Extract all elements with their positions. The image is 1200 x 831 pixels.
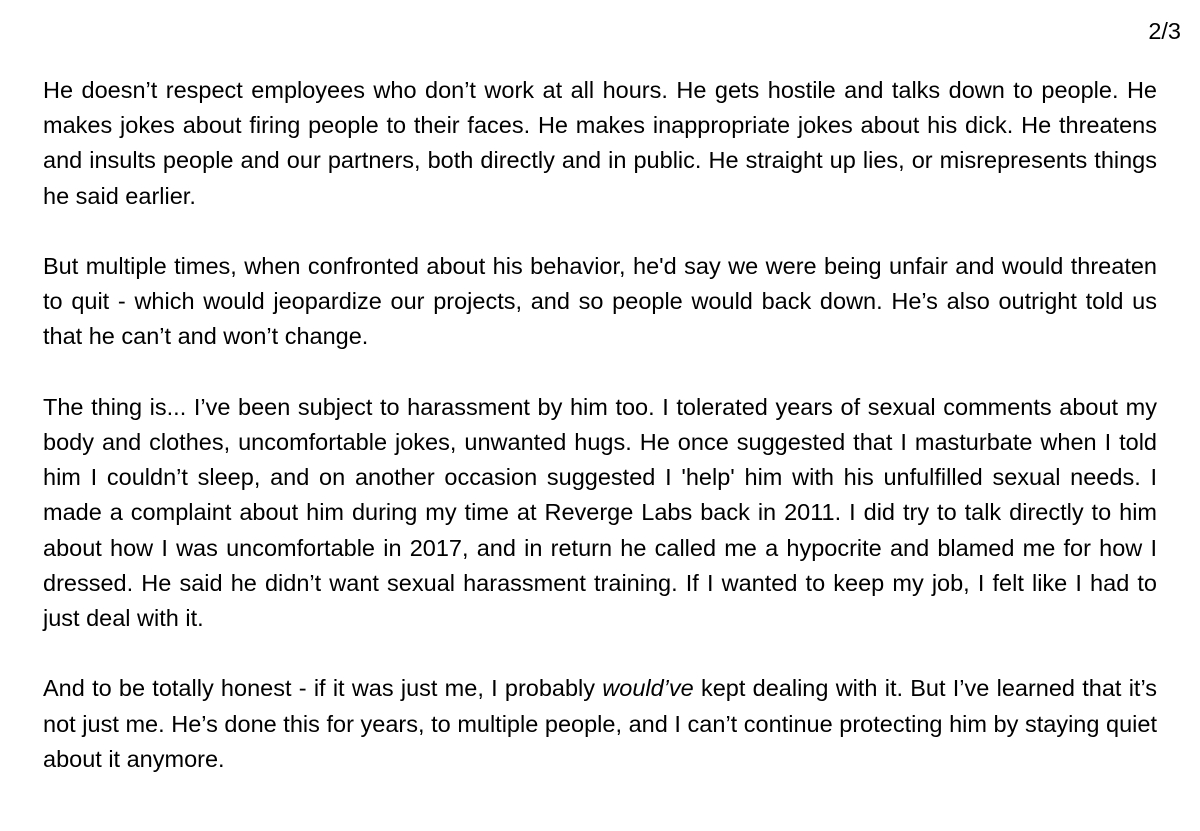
paragraph-3: The thing is... I’ve been subject to harassment by him too. I tolerated years of sexual comments about my body and clothes, uncomfortable jokes, unwanted hugs. He once suggested that I masturbate when I told him I couldn’t sleep, and on another occasion suggested I 'help' him with his unfulfilled sexual needs. I made a complaint about him during my time at Reverge Labs back in 2011. I did try to talk directly to him about how I was uncomfortable in 2017, and in return he called me a hypocrite and blamed me for how I dressed. He said he didn’t want sexual harassment training. If I wanted to keep my job, I felt like I had to just deal with it. [43, 393, 1157, 632]
paragraph-2: But multiple times, when confronted about his behavior, he'd say we were being unfair and would threaten to quit - which would jeopardize our projects, and so people would back down. He’s also outright told us that he can’t and won’t change. [43, 253, 1157, 350]
paragraph-4 [43, 671, 1157, 777]
paragraph-1: He doesn’t respect employees who don’t work at all hours. He gets hostile and talks down to people. He makes jokes about firing people to their faces. He makes inappropriate jokes about his dick. He threatens and insults people and our partners, both directly and in public. He straight up lies, or misrepresents things he said earlier. [43, 77, 1157, 209]
page-number: 2/3 [1148, 18, 1181, 44]
paragraph-4-text-after-emphasis: kept dealing with it. But I’ve learned that it’s not just me. He’s done this for years, to multiple people, and I can’t continue protecting him by staying quiet about it anymore. [43, 675, 1157, 772]
paragraph-4-text-before-emphasis: And to be totally honest - if it was just me, I probably [43, 675, 603, 702]
paragraph-4-emphasis: would’ve [602, 675, 694, 702]
document-body [43, 73, 1157, 777]
